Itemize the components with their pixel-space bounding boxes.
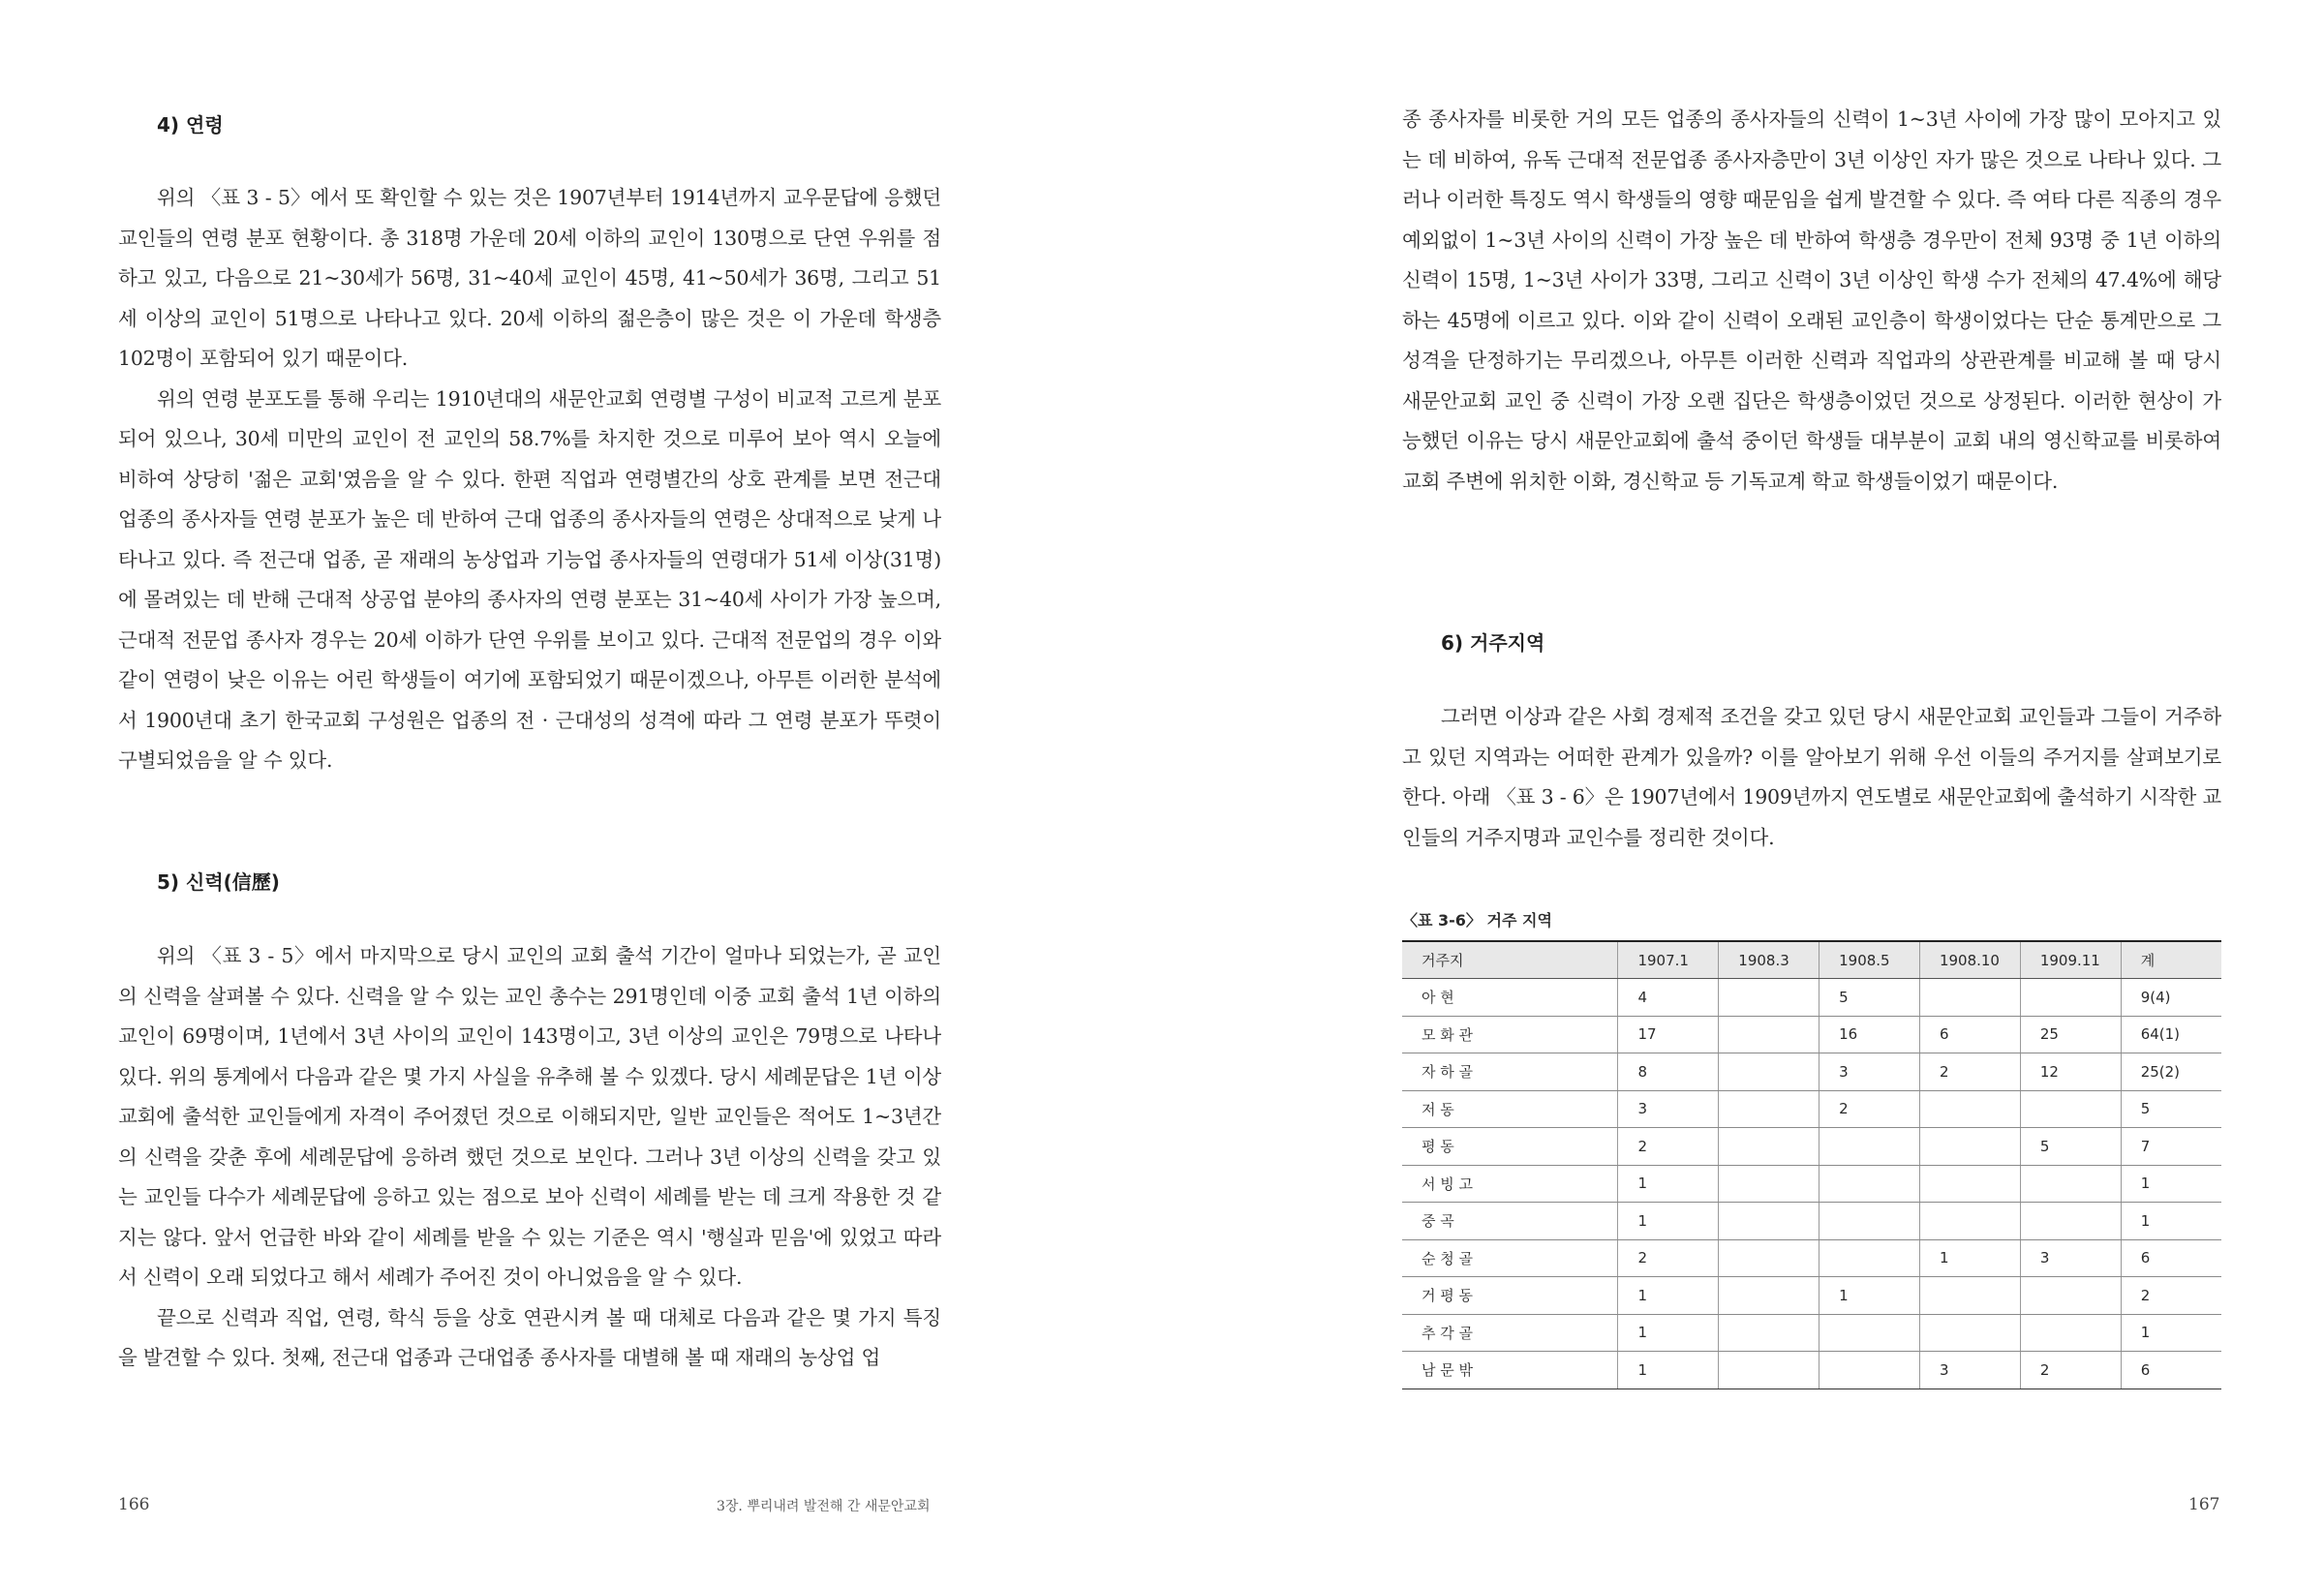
- table-cell: 6: [2121, 1239, 2221, 1277]
- table-cell: [1919, 979, 2020, 1017]
- row-label-cell: 평 동: [1402, 1128, 1618, 1166]
- row-label-cell: 서 빙 고: [1402, 1165, 1618, 1203]
- table-cell: 12: [2020, 1053, 2121, 1091]
- table-cell: 2: [1618, 1128, 1719, 1166]
- section-heading-residence: 6) 거주지역: [1441, 631, 1545, 655]
- table-cell: [2020, 979, 2121, 1017]
- table-cell: 2: [1819, 1090, 1920, 1128]
- row-label-cell: 아 현: [1402, 979, 1618, 1017]
- table-cell: 7: [2121, 1128, 2221, 1166]
- table-cell: 1: [2121, 1314, 2221, 1352]
- right-page: [1162, 0, 2324, 1587]
- section-heading-faith-history: 5) 신력(信歷): [157, 870, 280, 894]
- table-cell: 1: [1919, 1239, 2020, 1277]
- table-cell: [1719, 1053, 1819, 1091]
- table-cell: [2020, 1277, 2121, 1315]
- table-header-row: [1402, 941, 2221, 979]
- table-cell: [1719, 1203, 1819, 1240]
- table-cell: [2020, 1165, 2121, 1203]
- table-cell: [1919, 1314, 2020, 1352]
- table-cell: [1719, 1239, 1819, 1277]
- table-cell: 1: [1618, 1352, 1719, 1389]
- row-label-cell: 중 곡: [1402, 1203, 1618, 1240]
- paragraph: 종 종사자를 비롯한 거의 모든 업종의 종사자들의 신력이 1~3년 사이에 가장 많이 모아지고 있는 데 비하여, 유독 근대적 전문업종 종사자층만이 3년 이상인 자가 많은 것으로 나타나 있다. 그러나 이러한 특징도 역시 학생들의 영향 때문임을 쉽게 발견할 수 있다. 즉 여타 다른 직종의 경우 예외없이 1~3년 사이의 신력이 가장 높은 데 반하여 학생층 경우만이 전체 93명 중 1년 이하의 신력이 15명, 1~3년 사이가 33명, 그리고 신력이 3년 이상인 학생 수가 전체의 47.4%에 해당하는 45명에 이르고 있다. 이와 같이 신력이 오래된 교인층이 학생이었다는 단순 통계만으로 그 성격을 단정하기는 무리겠으나, 아무튼 이러한 신력과 직업과의 상관관계를 비교해 볼 때 당시 새문안교회 교인 중 신력이 가장 오랜 집단은 학생층이었던 것으로 상정된다. 이러한 현상이 가능했던 이유는 당시 새문안교회에 출석 중이던 학생들 대부분이 교회 내의 영신학교를 비롯하여 교회 주변에 위치한 이화, 경신학교 등 기독교계 학교 학생들이었기 때문이다.: [1402, 107, 2221, 493]
- table-cell: [1819, 1165, 1920, 1203]
- section-heading-age: 4) 연령: [157, 113, 224, 137]
- table-cell: [1819, 1203, 1920, 1240]
- column-header: 1909.11: [2020, 941, 2121, 979]
- table-cell: [1719, 1165, 1819, 1203]
- table-cell: 1: [1618, 1165, 1719, 1203]
- table-cell: [1719, 1128, 1819, 1166]
- section-body-faith-history: [118, 936, 941, 1379]
- table-cell: [1919, 1090, 2020, 1128]
- table-row: [1402, 979, 2221, 1017]
- table-cell: 64(1): [2121, 1016, 2221, 1053]
- table-row: [1402, 1053, 2221, 1091]
- column-header: 1908.10: [1919, 941, 2020, 979]
- continuation-text: [1402, 100, 2221, 502]
- paragraph: 그러면 이상과 같은 사회 경제적 조건을 갖고 있던 당시 새문안교회 교인들과 그들이 거주하고 있던 지역과는 어떠한 관계가 있을까? 이를 알아보기 위해 우선 이들의 주거지를 살펴보기로 한다. 아래 〈표 3 - 6〉은 1907년에서 1909년까지 연도별로 새문안교회에 출석하기 시작한 교인들의 거주지명과 교인수를 정리한 것이다.: [1402, 705, 2221, 849]
- table-cell: [2020, 1090, 2121, 1128]
- table-cell: [1719, 1277, 1819, 1315]
- paragraph: 위의 〈표 3 - 5〉에서 또 확인할 수 있는 것은 1907년부터 1914년까지 교우문답에 응했던 교인들의 연령 분포 현황이다. 총 318명 가운데 20세 이하의 교인이 130명으로 단연 우위를 점하고 있고, 다음으로 21~30세가 56명, 31~40세 교인이 45명, 41~50세가 36명, 그리고 51세 이상의 교인이 51명으로 나타나고 있다. 20세 이하의 젊은층이 많은 것은 이 가운데 학생층 102명이 포함되어 있기 때문이다.: [118, 186, 941, 370]
- column-header: 1908.5: [1819, 941, 1920, 979]
- table-cell: 1: [2121, 1203, 2221, 1240]
- table-caption: 〈표 3-6〉 거주 지역: [1402, 911, 1552, 930]
- row-label-cell: 모 화 관: [1402, 1016, 1618, 1053]
- table-cell: [1919, 1128, 2020, 1166]
- page-number-left: 166: [118, 1495, 150, 1514]
- table-cell: 4: [1618, 979, 1719, 1017]
- table-cell: [1719, 1352, 1819, 1389]
- table-row: [1402, 1277, 2221, 1315]
- table-cell: 5: [2121, 1090, 2221, 1128]
- table-cell: 6: [1919, 1016, 2020, 1053]
- row-label-cell: 자 하 골: [1402, 1053, 1618, 1091]
- row-label-cell: 순 청 골: [1402, 1239, 1618, 1277]
- table-cell: [1719, 1090, 1819, 1128]
- table-cell: 17: [1618, 1016, 1719, 1053]
- column-header: 거주지: [1402, 941, 1618, 979]
- table-cell: 1: [2121, 1165, 2221, 1203]
- page-number-right: 167: [2188, 1495, 2220, 1514]
- row-label-cell: 남 문 밖: [1402, 1352, 1618, 1389]
- column-header: 계: [2121, 941, 2221, 979]
- table-cell: 16: [1819, 1016, 1920, 1053]
- table-row: [1402, 1314, 2221, 1352]
- table-cell: 2: [1618, 1239, 1719, 1277]
- table-cell: [1719, 979, 1819, 1017]
- column-header: 1907.1: [1618, 941, 1719, 979]
- table-row: [1402, 1016, 2221, 1053]
- table-cell: 25: [2020, 1016, 2121, 1053]
- table-cell: 1: [1618, 1277, 1719, 1315]
- table-cell: 3: [2020, 1239, 2121, 1277]
- paragraph: 위의 〈표 3 - 5〉에서 마지막으로 당시 교인의 교회 출석 기간이 얼마나 되었는가, 곧 교인의 신력을 살펴볼 수 있다. 신력을 알 수 있는 교인 총수는 291명인데 이중 교회 출석 1년 이하의 교인이 69명이며, 1년에서 3년 사이의 교인이 143명이고, 3년 이상의 교인은 79명으로 나타나 있다. 위의 통계에서 다음과 같은 몇 가지 사실을 유추해 볼 수 있겠다. 당시 세례문답은 1년 이상 교회에 출석한 교인들에게 자격이 주어졌던 것으로 이해되지만, 일반 교인들은 적어도 1~3년간의 신력을 갖춘 후에 세례문답에 응하려 했던 것으로 보인다. 그러나 3년 이상의 신력을 갖고 있는 교인들 다수가 세례문답에 응하고 있는 점으로 보아 신력이 세례를 받는 데 크게 작용한 것 같지는 않다. 앞서 언급한 바와 같이 세례를 받을 수 있는 기준은 역시 '행실과 믿음'에 있었고 따라서 신력이 오래 되었다고 해서 세례가 주어진 것이 아니었음을 알 수 있다.: [118, 944, 941, 1289]
- running-head: 3장. 뿌리내려 발전해 간 새문안교회: [717, 1499, 931, 1514]
- table-cell: [1919, 1277, 2020, 1315]
- table-cell: 2: [1919, 1053, 2020, 1091]
- table-row: [1402, 1203, 2221, 1240]
- table-row: [1402, 1352, 2221, 1389]
- table-cell: [1819, 1352, 1920, 1389]
- table-cell: 9(4): [2121, 979, 2221, 1017]
- table-cell: 1: [1618, 1203, 1719, 1240]
- table-cell: [1919, 1203, 2020, 1240]
- paragraph: 끝으로 신력과 직업, 연령, 학식 등을 상호 연관시켜 볼 때 대체로 다음과 같은 몇 가지 특징을 발견할 수 있다. 첫째, 전근대 업종과 근대업종 종사자를 대별해 볼 때 재래의 농상업 업: [118, 1305, 941, 1369]
- table-row: [1402, 1128, 2221, 1166]
- table-cell: 1: [1819, 1277, 1920, 1315]
- table-cell: [2020, 1314, 2121, 1352]
- column-header: 1908.3: [1719, 941, 1819, 979]
- table-cell: [1719, 1016, 1819, 1053]
- table-cell: 2: [2121, 1277, 2221, 1315]
- paragraph: 위의 연령 분포도를 통해 우리는 1910년대의 새문안교회 연령별 구성이 비교적 고르게 분포되어 있으나, 30세 미만의 교인이 전 교인의 58.7%를 차지한 것으로 미루어 보아 역시 오늘에 비하여 상당히 '젊은 교회'였음을 알 수 있다. 한편 직업과 연령별간의 상호 관계를 보면 전근대 업종의 종사자들 연령 분포가 높은 데 반하여 근대 업종의 종사자들의 연령은 상대적으로 낮게 나타나고 있다. 즉 전근대 업종, 곧 재래의 농상업과 기능업 종사자들의 연령대가 51세 이상(31명)에 몰려있는 데 반해 근대적 상공업 분야의 종사자의 연령 분포는 31~40세 사이가 가장 높으며, 근대적 전문업 종사자 경우는 20세 이하가 단연 우위를 보이고 있다. 근대적 전문업의 경우 이와 같이 연령이 낮은 이유는 어린 학생들이 여기에 포함되었기 때문이겠으나, 아무튼 이러한 분석에서 1900년대 초기 한국교회 구성원은 업종의 전 · 근대성의 성격에 따라 그 연령 분포가 뚜렷이 구별되었음을 알 수 있다.: [118, 386, 941, 772]
- table-cell: 25(2): [2121, 1053, 2221, 1091]
- table-cell: 3: [1819, 1053, 1920, 1091]
- table-cell: [1819, 1314, 1920, 1352]
- table-cell: 2: [2020, 1352, 2121, 1389]
- row-label-cell: 추 각 골: [1402, 1314, 1618, 1352]
- table-row: [1402, 1090, 2221, 1128]
- section-body-age: [118, 178, 941, 781]
- section-body-residence: [1402, 697, 2221, 858]
- table-cell: 8: [1618, 1053, 1719, 1091]
- row-label-cell: 저 동: [1402, 1090, 1618, 1128]
- table-row: [1402, 1239, 2221, 1277]
- table-cell: [1919, 1165, 2020, 1203]
- table-cell: [2020, 1203, 2121, 1240]
- table-cell: 5: [2020, 1128, 2121, 1166]
- table-cell: [1719, 1314, 1819, 1352]
- table-cell: 3: [1919, 1352, 2020, 1389]
- table-cell: [1819, 1239, 1920, 1277]
- table-row: [1402, 1165, 2221, 1203]
- table-cell: 5: [1819, 979, 1920, 1017]
- residence-table: [1402, 940, 2221, 1389]
- table-cell: 6: [2121, 1352, 2221, 1389]
- table-cell: [1819, 1128, 1920, 1166]
- table-cell: 1: [1618, 1314, 1719, 1352]
- table-cell: 3: [1618, 1090, 1719, 1128]
- row-label-cell: 거 평 동: [1402, 1277, 1618, 1315]
